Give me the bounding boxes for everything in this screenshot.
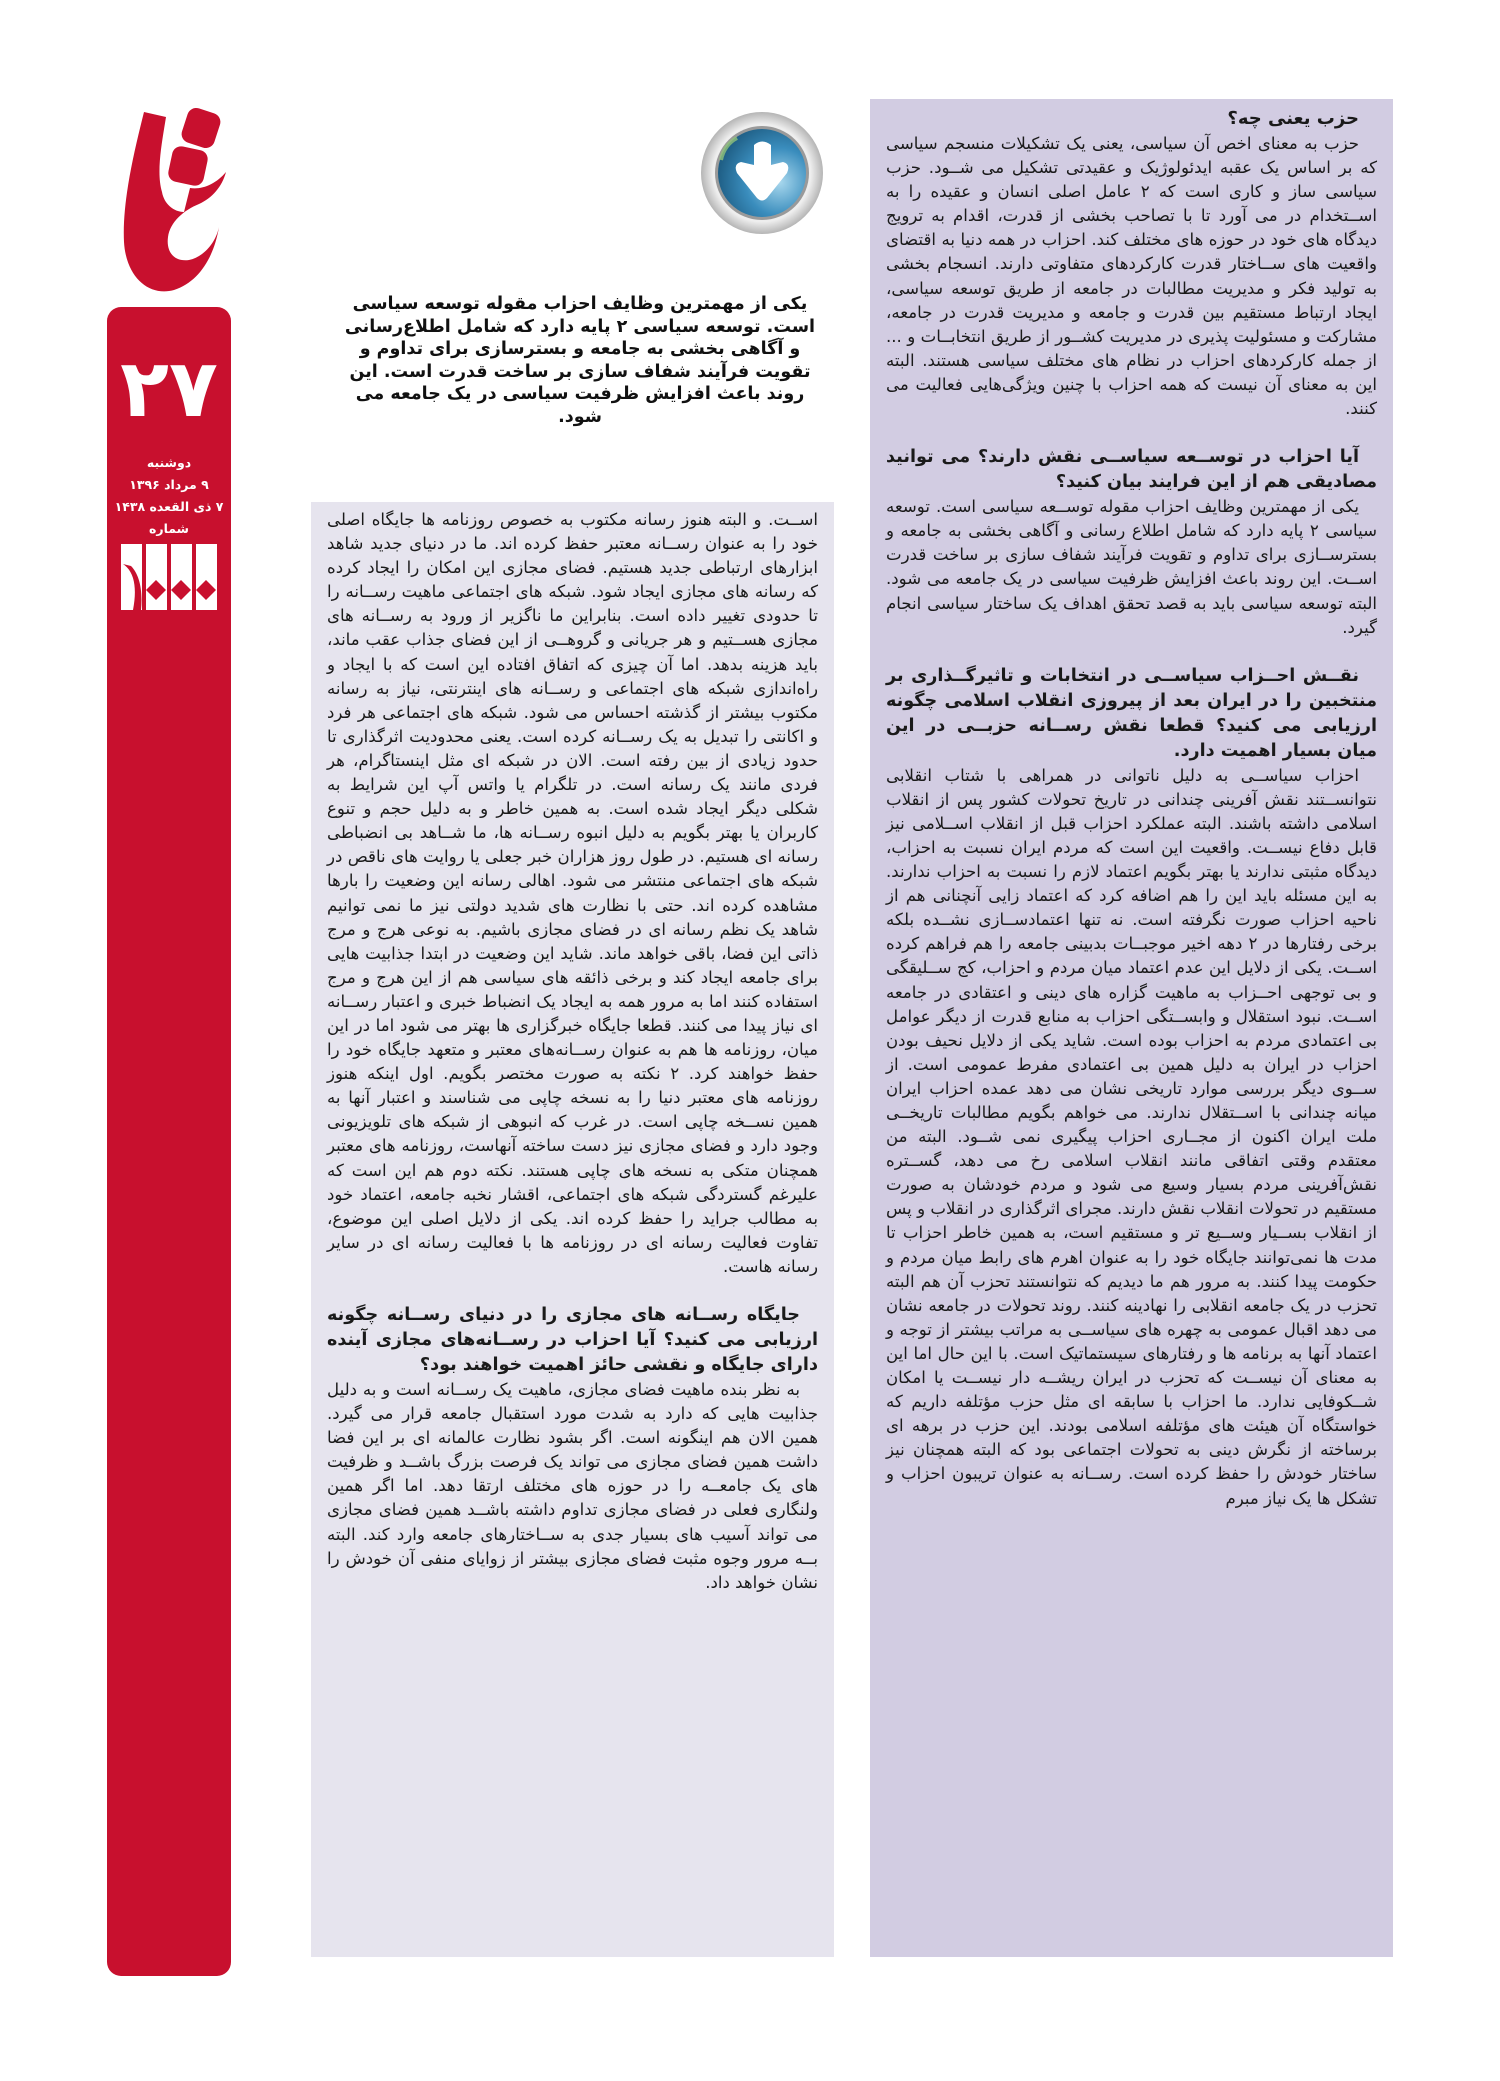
interview-question: نقــش احــزاب سیاســی در انتخابات و تاثیرگــذاری بر منتخبین را در ایران بعد از پیروزی انقلاب اسلامی چگونه ارزیابی می کنید؟ قطعا نقش رســانه حزبــی در این میان بسیار اهمیت دارد. [886,665,1377,761]
article-column-middle [311,502,834,1957]
down-arrow-icon [699,110,825,236]
weekday: دوشنبه [146,455,192,470]
masthead-logo-icon [104,92,234,302]
pull-quote: یکی از مهمترین وظایف احزاب مقوله توسعه سیاسی است. توسعه سیاسی ۲ پایه دارد که شامل اطلاع‌رسانی و آگاهی بخشی به جامعه و بسترسازی برای تداوم و تقویت فرآیند شفاف سازی بر ساخت قدرت است. این روند باعث افزایش ظرفیت سیاسی در یک جامعه می شود. [344,294,816,427]
interview-question: آیا احزاب در توســعه سیاســی نقش دارند؟ می توانید مصادیقی هم از این فرایند بیان کنید؟ [886,447,1377,493]
date-lunar: ۷ ذی القعده ۱۴۳۸ [114,499,224,514]
page-number: ۲۷ [120,342,218,435]
section-heading: حزب یعنی چه؟ [1227,108,1359,129]
interview-question: جایگاه رســانه های مجازی را در دنیای رســانه چگونه ارزیابی می کنید؟ آیا احزاب در رســانه‌های مجازی آینده دارای جایگاه و نقشی حائز اهمیت خواهند بود؟ [327,1305,818,1375]
paragraph: حزب به معنای اخص آن سیاسی، یعنی یک تشکیلات منسجم سیاسی که بر اساس یک عقبه ایدئولوژیک و عقیدتی تشکیل می شــود. حزب سیاسی ساز و کاری است که ۲ عامل اصلی انسان و عقیده را به اســتخدام در می آورد تا با تصاحب بخشی از قدرت، اقدام به ترویج دیدگاه های خود در حوزه های مختلف کند. احزاب در همه دنیا به اقتضای واقعیت های ســاختار قدرت کارکردهای متفاوتی دارند. انسجام بخشی به تولید فکر و مدیریت مطالبات در جامعه از طریق توسعه سیاسی، ایجاد ارتباط مستقیم بین قدرت و جامعه و مدیریت قدرت در جامعه، مشارکت و مسئولیت پذیری در مدیریت کشــور از طریق انتخابــات و ... از جمله کارکردهای احزاب در نظام های مختلف سیاسی هستند. البته این به معنای آن نیست که همه احزاب با چنین ویژگی‌هایی فعالیت می کنند. [886,134,1377,419]
paragraph: اســت. و البته هنوز رسانه مکتوب به خصوص روزنامه ها جایگاه اصلی خود را به عنوان رســانه معتبر حفظ کرده اند. ما در دنیای جدید شاهد ابزارهای ارتباطی جدید هستیم. فضای مجازی این امکان را ایجاد کرده که رسانه های مجازی ایجاد شود. شبکه های اجتماعی ماهیت رســانه را تا حدودی تغییر داده است. بنابراین ما ناگزیر از ورود به رســانه های مجازی هســتیم و هر جریانی و گروهــی از این فضای جذاب عقب ماند، باید هزینه بدهد. اما آن چیزی که اتفاق افتاده این است که با ایجاد و راه‌اندازی شبکه های اجتماعی و رســانه های اینترنتی، نیاز به رسانه مکتوب بیشتر از گذشته احساس می شود. شبکه های اجتماعی هر فرد و اکانتی را تبدیل به یک رســانه کرده است. یعنی محدودیت اثرگذاری تا حدود زیادی از بین رفته است. الان در شبکه ای مثل اینستاگرام، هر فردی مانند یک رسانه است. در تلگرام یا واتس آپ این شرایط به شکلی دیگر ایجاد شده است. به همین خاطر و به دلیل حجم و تنوع کاربران یا بهتر بگویم به دلیل انبوه رســانه ها، ما شــاهد بی انضباطی رسانه ای هستیم. در طول روز هزاران خبر جعلی یا روایت های ناقص در شبکه های اجتماعی منتشر می شود. اهالی رسانه این وضعیت را بارها مشاهده کرده اند. حتی با نظارت های شدید دولتی نیز ما نمی توانیم شاهد یک نظم رسانه ای در فضای مجازی باشیم. به نوعی هرج و مرج ذاتی این فضا، باقی خواهد ماند. شاید این وضعیت در ابتدا جذابیت هایی برای جامعه ایجاد کند و برخی ذائقه های سیاسی هم از این هرج و مرج استفاده کنند اما به مرور همه به ایجاد یک انضباط خبری و اعتبار رســانه ای نیاز پیدا می کنند. قطعا جایگاه خبرگزاری ها بهتر می شود اما در این میان، روزنامه ها هم به عنوان رســانه‌های معتبر و متعهد جایگاه خود را حفظ خواهند کرد. ۲ نکته به صورت مختصر بگویم. اول اینکه هنوز روزنامه های معتبر دنیا را به نسخه چاپی می شناسند و اعتبار آنها به همین نســخه چاپی است. در غرب که انبوهی از شبکه های تلویزیونی وجود دارد و فضای مجازی نیز دست ساخته آنهاست، روزنامه های معتبر همچنان متکی به نسخه های چاپی هستند. نکته دوم هم این است که علیرغم گستردگی شبکه های اجتماعی، اقشار نخبه جامعه، اعتماد خود به مطالب جراید را حفظ کرده اند. یکی از دلایل اصلی این موضوع، تفاوت فعالیت رسانه ای در روزنامه ها با فعالیت رسانه ای در سایر رسانه هاست. [327,510,818,1276]
issue-number-1000-icon [117,544,221,610]
paragraph: احزاب سیاســی به دلیل ناتوانی در همراهی با شتاب انقلابی نتوانســتند نقش آفرینی چندانی در تاریخ تحولات کشور پس از انقلاب اسلامی داشته باشند. البته عملکرد احزاب قبل از انقلاب اســلامی نیز قابل دفاع نیســت. واقعیت این است که مردم ایران نسبت به احزاب، دیدگاه مثبتی ندارند یا بهتر بگویم اعتماد لازم را نسبت به احزاب ندارند. به این مسئله باید این را هم اضافه کرد که اعتماد زایی آنچنانی هم از ناحیه احزاب صورت نگرفته است. نه تنها اعتمادســازی نشــده بلکه برخی رفتارها در ۲ دهه اخیر موجبــات بدبینی جامعه را هم فراهم کرده اســت. یکی از دلایل این عدم اعتماد میان مردم و احزاب، کج ســلیقگی و بی توجهی احــزاب به ماهیت گزاره های دینی و اعتقادی در جامعه اســت. نبود استقلال و وابســتگی احزاب به منابع قدرت از دیگر عوامل بی اعتمادی مردم به احزاب بوده است. شاید یکی از دلایل نحیف بودن احزاب در ایران به دلیل همین بی اعتمادی مفرط عمومی است. از ســوی دیگر بررسی موارد تاریخی نشان می دهد عمده احزاب ایران میانه چندانی با اســتقلال ندارند. می خواهم بگویم مطالبات تاریخــی ملت ایران اکنون از مجــاری احزاب پیگیری نمی شــود. البته من معتقدم وقتی اتفاقی مانند انقلاب اسلامی رخ می دهد، گســتره نقش‌آفرینی مردم بسیار وسیع می شود و مردم خودشان به صورت مستقیم در تحولات انقلاب نقش دارند. مجرای اثرگذاری در انقلاب و پس از انقلاب بســیار وســیع تر و مستقیم است، به همین خاطر احزاب تا مدت ها نمی‌توانند جایگاه خود را به عنوان اهرم های رابط میان مردم و حکومت پیدا کنند. به مرور هم ما دیدیم که نتوانستند تحزب آن هم البته تحزب در یک جامعه انقلابی را نهادینه کنند. روند تحولات در جامعه نشان می دهد اقبال عمومی به چهره های سیاســی به مراتب بیشتر از توجه و اعتماد آنها به برنامه ها و رفتارهای سیستماتیک است. با این حال اما این به معنای آن نیســت که تحزب در ایران ریشــه دار نیســت یا امکان شــکوفایی ندارد. ما احزاب با سابقه ای مثل حزب مؤتلفه داریم که خواستگاه آن هیئت های مؤتلفه اسلامی بودند. این حزب در برهه ای برساخته از نگرش دینی به تحولات اجتماعی بود که البته همچنان نیز ساختار خودش را حفظ کرده است. رســانه به عنوان تریبون احزاب و تشکل ها یک نیاز مبرم [886,765,1377,1508]
article-column-right [870,99,1393,1957]
page-date-strip [107,307,231,1976]
date-block [107,452,231,540]
date-solar: ۹ مرداد ۱۳۹۶ [129,477,209,492]
issue-label: شماره [149,521,189,536]
paragraph: یکی از مهمترین وظایف احزاب مقوله توســعه سیاسی است. توسعه سیاسی ۲ پایه دارد که شامل اطلاع رسانی و آگاهی بخشی به جامعه و بسترســازی برای تداوم و تقویت فرآیند شفاف سازی بر ساخت قدرت اســت. این روند باعث افزایش ظرفیت سیاسی در یک جامعه می شود. البته توسعه سیاسی باید به قصد تحقق اهداف یک ساختار سیاسی انجام گیرد. [886,497,1377,637]
paragraph: به نظر بنده ماهیت فضای مجازی، ماهیت یک رســانه است و به دلیل جذابیت هایی که دارد به شدت مورد استقبال جامعه قرار می گیرد. همین الان هم اینگونه است. اگر بشود نظارت عالمانه ای بر این فضا داشت همین فضای مجازی می تواند یک فرصت بزرگ باشــد و ظرفیت های یک جامعــه را در حوزه های مختلف ارتقا دهد. اما اگر همین ولنگاری فعلی در فضای مجازی تداوم داشته باشــد همین فضای مجازی می تواند آسیب های بسیار جدی به ســاختارهای جامعه وارد کند. البته بــه مرور وجوه مثبت فضای مجازی بیشتر از زوایای منفی آن خودش را نشان خواهد داد. [327,1380,818,1592]
